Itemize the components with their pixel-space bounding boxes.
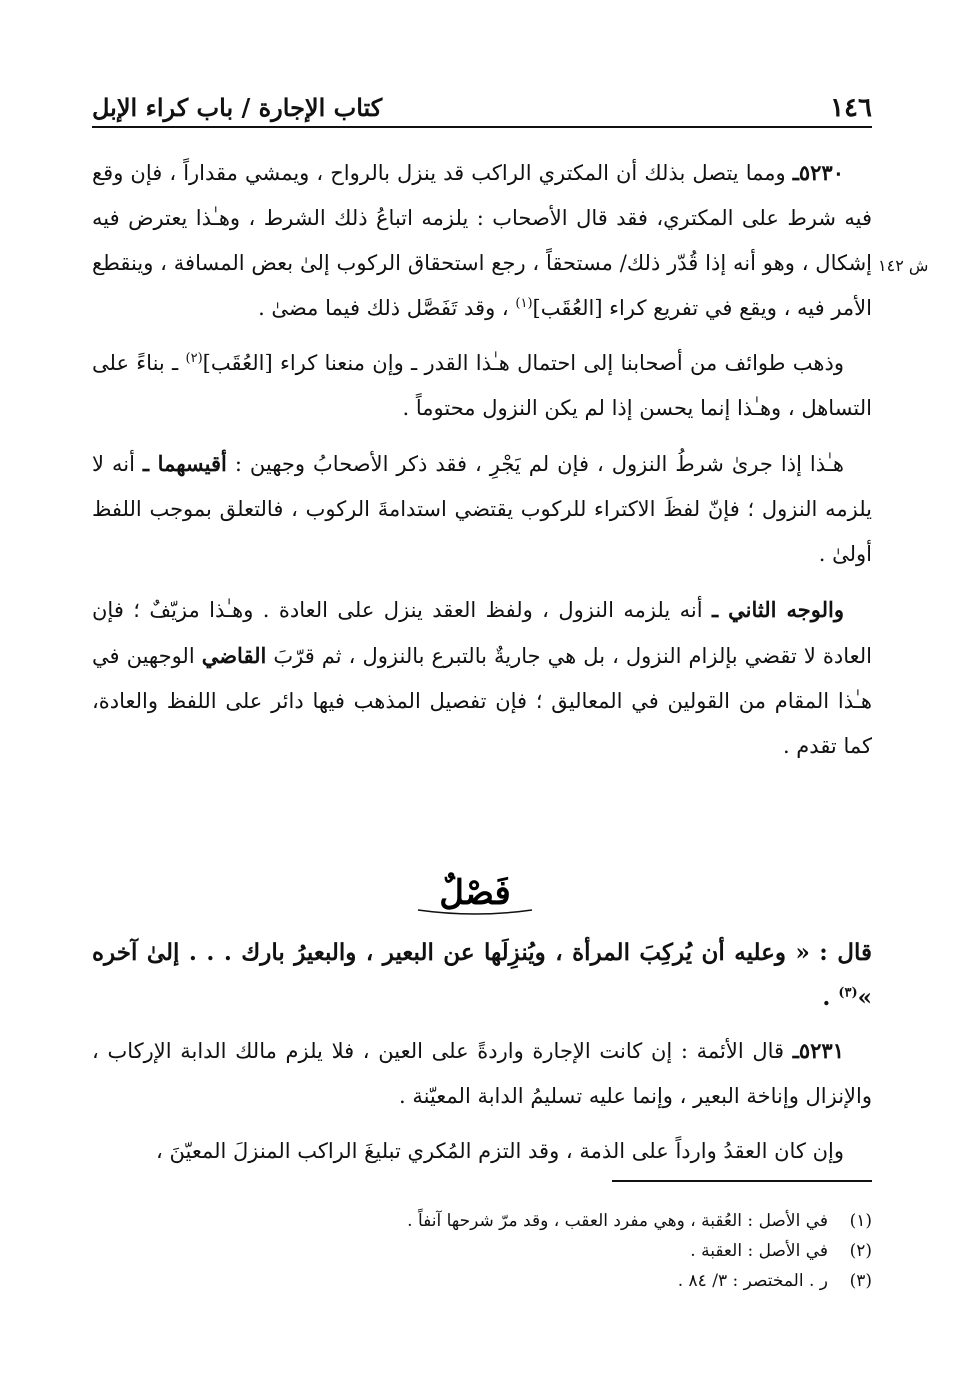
paragraph-text-tail: أنه لا يلزمه النزول ؛ فإنّ لفظَ الاكتراء للركوب يقتضي استدامةَ الركوب ، فالتعلق بموجب اللفظ أولىٰ . [92, 452, 872, 566]
footnote-ref-3: (٣) [838, 985, 858, 1001]
quote-text: قال : « وعليه أن يُركِبَ المرأة ، ويُنزِلَها عن البعير ، والبعيرُ بارك . . . إلىٰ آخره » [92, 939, 872, 1011]
margin-folio-note: ش ١٤٢ [878, 256, 929, 275]
paragraph-text-tail: ، وقد تَفَصَّل ذلك فيما مضىٰ . [258, 296, 516, 320]
footnote-ref-2: (٢) [185, 351, 203, 366]
footnote-number: (٣) [849, 1271, 872, 1291]
running-header [92, 86, 872, 128]
bold-lead: والوجه الثاني ـ [711, 597, 844, 622]
footnote-text: ر . المختصر : ٣/ ٨٤ . [677, 1271, 828, 1291]
running-title: كتاب الإجارة / باب كراء الإبل [92, 93, 383, 122]
footnote-separator [612, 1180, 872, 1182]
section-ornament [400, 860, 550, 920]
paragraph-5231 [92, 1028, 872, 1119]
paragraph-text: وذهب طوائف من أصحابنا إلى احتمال هـٰذا القدر ـ وإن منعنا كراء [العُقَب] [202, 351, 844, 375]
page-number: ١٤٦ [830, 93, 872, 123]
paragraph-text: وإن كان العقدُ وارداً على الذمة ، وقد التزم المُكري تبليغَ الراكب المنزلَ المعيّنَ ، [156, 1139, 844, 1163]
paragraph-text: أنه يلزمه النزول ، ولفظ العقد ينزل على العادة . وهـٰذا مزيّفٌ ؛ فإن العادة لا تقضي بإلزام النزول ، بل هي جاريةٌ بالتبرع بالنزول ، ثم قرّبَ [92, 598, 873, 668]
paragraph [92, 341, 872, 431]
paragraph-text-tail: ـ بناءً على التساهل ، وهـٰذا إنما يحسن إذا لم يكن النزول محتوماً . [92, 351, 872, 420]
footnote [92, 1236, 872, 1266]
paragraph-text: قال الأئمة : إن كانت الإجارة واردةً على العين ، فلا يلزم مالك الدابة الإركاب ، والإنزال وإناخة البعير ، وإنما عليه تسليمُ الدابة المعيّنة . [92, 1039, 872, 1108]
paragraph-text: ومما يتصل بذلك أن المكتري الراكب قد ينزل بالرواح ، ويمشي مقداراً ، فإن وقع فيه شرط على المكتري، فقد قال الأصحاب : يلزمه اتباعُ ذلك الشرط ، وهـٰذا يعترض فيه إشكال ، وهو أنه إذا قُدّر ذلك/ مستحقاً ، رجع استحقاق الركوب إلىٰ بعض المسافة ، وينقطع الأمر فيه ، ويقع في تفريع كراء [العُقَب] [92, 161, 872, 320]
footnote-text: في الأصل : العقبة . [690, 1241, 828, 1261]
quoted-statement [92, 930, 872, 1020]
footnotes [92, 1206, 872, 1296]
bold-term: القاضي [201, 643, 267, 668]
paragraph [92, 441, 872, 577]
paragraph-5230 [92, 150, 872, 331]
footnote [92, 1266, 872, 1296]
main-text-block [92, 150, 872, 779]
paragraph [92, 587, 872, 769]
paragraph-text-tail: الوجهين في هـٰذا المقام من القولين في المعاليق ؛ فإن تفصيل المذهب فيها دائر على اللفظ والعادة، كما تقدم . [92, 644, 872, 758]
footnote-ref-1: (١) [515, 296, 533, 311]
footnote [92, 1206, 872, 1236]
paragraph-number: ٥٢٣٠ـ [792, 160, 844, 185]
quote-tail: . [822, 984, 839, 1011]
section-heading-text: فَصْلٌ [439, 873, 511, 913]
section-heading [400, 860, 550, 920]
footnote-number: (١) [849, 1211, 872, 1231]
paragraph-text: هـٰذا إذا جرىٰ شرطُ النزول ، فإن لم يَجْرِ ، فقد ذكر الأصحابُ وجهين : [226, 452, 844, 476]
main-text-block-2 [92, 1028, 872, 1184]
footnote-number: (٢) [849, 1241, 872, 1261]
bold-term: أقيسهما ـ [142, 451, 227, 476]
paragraph-number: ٥٢٣١ـ [792, 1038, 844, 1063]
paragraph [92, 1129, 872, 1174]
footnote-text: في الأصل : العُقبة ، وهي مفرد العقب ، وقد مرّ شرحها آنفاً . [407, 1211, 828, 1231]
